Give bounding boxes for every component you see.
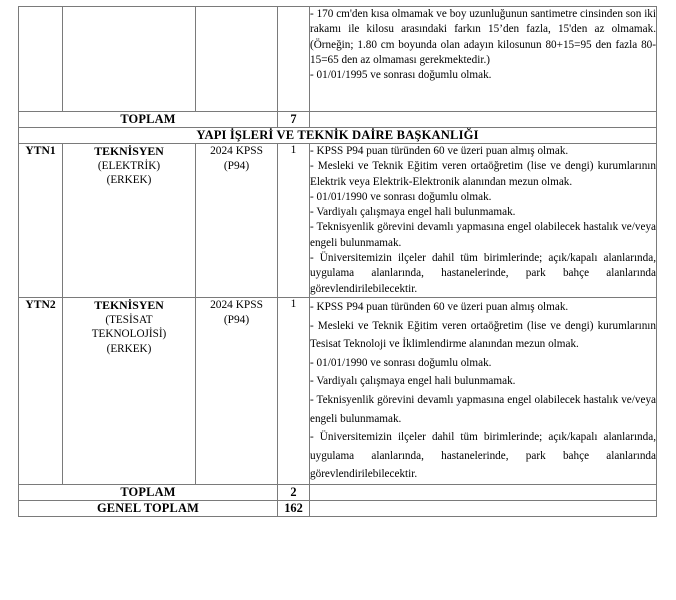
cell-score	[196, 144, 278, 298]
title-sub: TEKNOLOJİSİ)	[91, 328, 167, 341]
total-value: 2	[278, 484, 310, 500]
cell-count	[278, 7, 310, 112]
score-line: 2024 KPSS	[210, 145, 263, 157]
table-row-total-2	[19, 484, 657, 500]
criteria-line: - Üniversitemizin ilçeler dahil tüm birimlerinde; açık/kapalı alanlarında, uygulama alanlarında, hastanelerinde, park bahçe alanlarında görevlendirilebilecektir.	[310, 252, 656, 295]
criteria-line: - Vardiyalı çalışmaya engel hali bulunmamak.	[310, 375, 516, 388]
cell-title	[63, 297, 196, 484]
criteria-line: - Üniversitemizin ilçeler dahil tüm birimlerinde; açık/kapalı alanlarında, uygulama alanlarında, hastanelerinde, park bahçe alanlarında görevlendirilebilecektir.	[310, 431, 656, 481]
score-line: (P94)	[223, 313, 250, 326]
table-row-total-1	[19, 112, 657, 128]
cell-score	[196, 297, 278, 484]
cell-code: YTN2	[19, 297, 63, 484]
table-row	[19, 297, 657, 484]
criteria-line: - 01/01/1990 ve sonrası doğumlu olmak.	[310, 356, 492, 369]
criteria-line: - Teknisyenlik görevini devamlı yapmasına engel olabilecek hastalık ve/veya engeli bulunmamak.	[310, 393, 656, 425]
grand-total-label: GENEL TOPLAM	[19, 500, 278, 516]
cell-count: 1	[278, 144, 310, 298]
total-label: TOPLAM	[19, 484, 278, 500]
cell-count: 1	[278, 297, 310, 484]
total-blank-cell	[310, 112, 657, 128]
title-sub: (ELEKTRİK)	[97, 159, 161, 172]
table-row-grand-total	[19, 500, 657, 516]
recruitment-table	[18, 6, 657, 517]
criteria-line: - Mesleki ve Teknik Eğitim veren ortaöğretim (lise ve dengi) kurumlarının Elektrik veya Elektrik-Elektronik alanından mezun olmak.	[310, 160, 656, 188]
cell-code	[19, 7, 63, 112]
criteria-line: - KPSS P94 puan türünden 60 ve üzeri puan almış olmak.	[310, 300, 569, 313]
criteria-line: - 01/01/1995 ve sonrası doğumlu olmak.	[310, 69, 492, 82]
table-row	[19, 144, 657, 298]
criteria-line: - 01/01/1990 ve sonrası doğumlu olmak.	[310, 190, 492, 203]
title-sub: (ERKEK)	[106, 342, 152, 355]
score-line: (P94)	[223, 159, 250, 172]
total-value: 7	[278, 112, 310, 128]
cell-code: YTN1	[19, 144, 63, 298]
title-sub: (TESİSAT	[105, 313, 153, 326]
title-main: TEKNİSYEN	[94, 297, 164, 312]
table-row-continued	[19, 7, 657, 112]
total-blank-cell	[310, 500, 657, 516]
criteria-line: - Vardiyalı çalışmaya engel hali bulunmamak.	[310, 206, 516, 219]
cell-title	[63, 7, 196, 112]
cell-criteria	[310, 144, 657, 298]
section-header-title: YAPI İŞLERİ VE TEKNİK DAİRE BAŞKANLIĞI	[19, 128, 657, 144]
cell-score	[196, 7, 278, 112]
total-label: TOPLAM	[19, 112, 278, 128]
criteria-line: - Teknisyenlik görevini devamlı yapmasına engel olabilecek hastalık ve/veya engeli bulunmamak.	[310, 221, 656, 249]
cell-title	[63, 144, 196, 298]
total-blank-cell	[310, 484, 657, 500]
cell-criteria	[310, 7, 657, 112]
table-row-section-header	[19, 128, 657, 144]
criteria-line: - 170 cm'den kısa olmamak ve boy uzunluğunun santimetre cinsinden son iki rakamı ile kilosu arasındaki farkın 15’den fazla, 15'den az olmamak. (Örneğin; 1.80 cm boyunda olan adayın kilosunun 80+15=95 den fazla 80-15=65 den az olmaması gerekmektedir.)	[310, 8, 656, 66]
cell-criteria	[310, 297, 657, 484]
criteria-line: - Mesleki ve Teknik Eğitim veren ortaöğretim (lise ve dengi) kurumlarının Tesisat Teknoloji ve İklimlendirme alanından mezun olmak.	[310, 319, 656, 351]
grand-total-value: 162	[278, 500, 310, 516]
score-line: 2024 KPSS	[210, 298, 263, 311]
title-main: TEKNİSYEN	[94, 144, 164, 158]
title-sub: (ERKEK)	[106, 174, 152, 187]
criteria-line: - KPSS P94 puan türünden 60 ve üzeri puan almış olmak.	[310, 145, 569, 157]
